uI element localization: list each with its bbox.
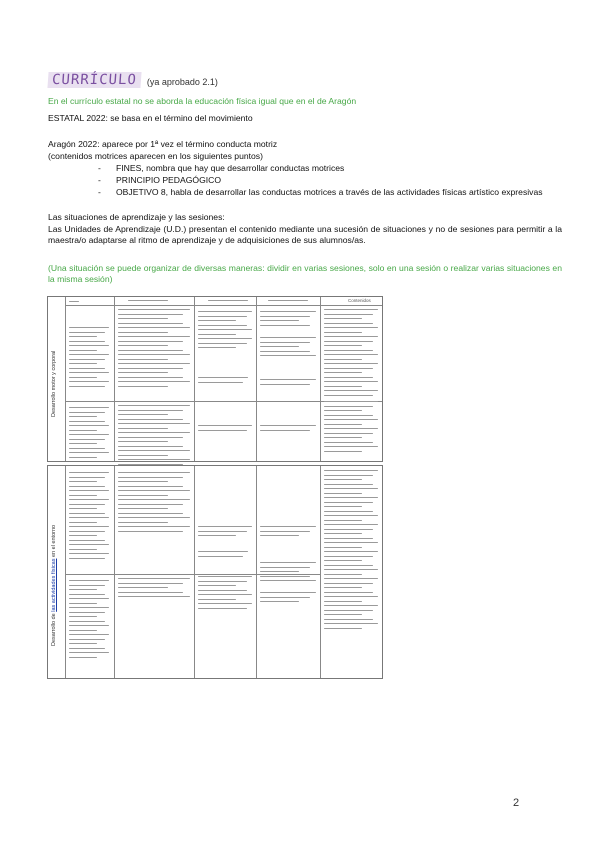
illegible-text-line [324, 390, 378, 391]
illegible-text-line [69, 345, 109, 346]
illegible-text-line [69, 332, 105, 333]
illegible-text-line [198, 425, 252, 426]
illegible-text-line [69, 448, 105, 449]
illegible-text-line [69, 439, 105, 440]
illegible-text-line [324, 345, 362, 346]
illegible-text-line [198, 343, 247, 344]
illegible-text-line [118, 419, 183, 420]
illegible-text-line [69, 327, 109, 328]
estatal-line: ESTATAL 2022: se basa en el término del movimiento [48, 113, 253, 123]
bullet-item: - OBJETIVO 8, habla de desarrollar las conductas motrices a través de las actividades físicas artístico expresivas [98, 187, 543, 197]
illegible-text-line [324, 623, 378, 624]
illegible-text-line [69, 553, 109, 554]
illegible-text-line [198, 316, 247, 317]
illegible-text-line [69, 472, 109, 473]
illegible-text-line [324, 314, 373, 315]
illegible-text-line [128, 300, 168, 301]
illegible-text-line [260, 379, 316, 380]
illegible-text-line [324, 323, 373, 324]
illegible-text-line [268, 300, 308, 301]
illegible-text-line [118, 587, 168, 588]
illegible-text-line [324, 497, 378, 498]
illegible-text-line [324, 451, 362, 452]
illegible-text-line [260, 592, 316, 593]
illegible-text-line [118, 583, 183, 584]
illegible-text-line [324, 327, 378, 328]
page-number: 2 [513, 797, 520, 809]
illegible-text-line [198, 590, 247, 591]
illegible-text-line [198, 603, 252, 604]
illegible-text-line [118, 481, 168, 482]
illegible-text-line [260, 311, 316, 312]
illegible-text-line [69, 350, 97, 351]
table1-header-contenidos: Contenidos [348, 298, 371, 303]
illegible-text-line [324, 419, 378, 420]
aragon-line-2: (contenidos motrices aparecen en los siguientes puntos) [48, 151, 263, 161]
illegible-text-line [324, 614, 362, 615]
illegible-text-line [260, 337, 316, 338]
illegible-text-line [324, 479, 362, 480]
illegible-text-line [118, 441, 168, 442]
illegible-text-line [69, 544, 109, 545]
illegible-text-line [118, 359, 168, 360]
illegible-text-line [118, 513, 183, 514]
illegible-text-line [198, 594, 252, 595]
illegible-text-line [324, 547, 362, 548]
illegible-text-line [118, 341, 183, 342]
illegible-text-line [69, 634, 109, 635]
illegible-text-line [324, 309, 378, 310]
illegible-text-line [69, 540, 105, 541]
illegible-text-line [198, 531, 247, 532]
illegible-text-line [118, 455, 168, 456]
illegible-text-line [69, 368, 105, 369]
illegible-text-line [324, 506, 362, 507]
green-intro: En el currículo estatal no se aborda la educación física igual que en el de Aragón [48, 96, 357, 106]
illegible-text-line [69, 425, 109, 426]
bullet-item: - PRINCIPIO PEDAGÓGICO [98, 175, 222, 185]
illegible-text-line [324, 524, 378, 525]
illegible-text-line [324, 410, 362, 411]
situaciones-title: Las situaciones de aprendizaje y las sesiones: [48, 212, 225, 222]
illegible-text-line [324, 442, 373, 443]
illegible-text-line [118, 345, 168, 346]
illegible-text-line [324, 475, 373, 476]
illegible-text-line [198, 347, 236, 348]
illegible-text-line [118, 309, 190, 310]
bullet-text: OBJETIVO 8, habla de desarrollar las conductas motrices a través de las actividades físicas artístico expresivas [116, 187, 543, 197]
illegible-text-line [324, 556, 373, 557]
illegible-text-line [324, 601, 362, 602]
illegible-text-line [324, 484, 373, 485]
illegible-text-line [198, 535, 236, 536]
illegible-text-line [118, 437, 183, 438]
illegible-text-line [69, 481, 97, 482]
illegible-text-line [118, 450, 190, 451]
illegible-text-line [69, 452, 109, 453]
curriculum-table-2 [47, 465, 383, 679]
illegible-text-line [324, 354, 378, 355]
illegible-text-line [69, 490, 109, 491]
illegible-text-line [324, 368, 373, 369]
illegible-text-line [69, 416, 97, 417]
heading-note: (ya aprobado 2.1) [146, 77, 218, 87]
illegible-text-line [118, 504, 183, 505]
illegible-text-line [260, 526, 316, 527]
illegible-text-line [69, 434, 109, 435]
illegible-text-line [69, 363, 97, 364]
illegible-text-line [198, 382, 243, 383]
illegible-text-line [118, 423, 190, 424]
curriculo-title: CURRÍCULO [47, 72, 141, 88]
illegible-text-line [324, 377, 373, 378]
illegible-text-line [198, 608, 247, 609]
illegible-text-line [69, 407, 109, 408]
illegible-text-line [324, 424, 362, 425]
illegible-text-line [69, 526, 109, 527]
illegible-text-line [198, 526, 252, 527]
illegible-text-line [324, 596, 378, 597]
illegible-text-line [324, 520, 362, 521]
illegible-text-line [69, 630, 97, 631]
illegible-text-line [324, 551, 378, 552]
illegible-text-line [260, 320, 299, 321]
illegible-text-line [69, 412, 105, 413]
illegible-text-line [118, 414, 168, 415]
illegible-text-line [69, 607, 109, 608]
illegible-text-line [118, 472, 190, 473]
illegible-text-line [69, 486, 105, 487]
illegible-text-line [260, 535, 299, 536]
illegible-text-line [69, 621, 105, 622]
illegible-text-line [260, 316, 310, 317]
illegible-text-line [324, 610, 373, 611]
bullet-text: FINES, nombra que hay que desarrollar conductas motrices [116, 163, 345, 173]
illegible-text-line [69, 522, 97, 523]
illegible-text-line [324, 406, 373, 407]
illegible-text-line [118, 336, 190, 337]
illegible-text-line [324, 433, 373, 434]
illegible-text-line [260, 355, 316, 356]
illegible-text-line [69, 657, 97, 658]
illegible-text-line [324, 578, 378, 579]
table2-row-label: Desarrollo de las actividades físicas en el entorno [51, 524, 57, 646]
illegible-text-line [118, 486, 183, 487]
illegible-text-line [69, 495, 97, 496]
illegible-text-line [324, 605, 378, 606]
illegible-text-line [69, 508, 97, 509]
illegible-text-line [118, 386, 168, 387]
illegible-text-line [118, 592, 183, 593]
illegible-text-line [118, 490, 190, 491]
illegible-text-line [118, 363, 190, 364]
illegible-text-line [118, 318, 168, 319]
illegible-text-line [198, 329, 252, 330]
illegible-text-line [324, 415, 373, 416]
illegible-text-line [324, 560, 362, 561]
illegible-text-line [69, 341, 105, 342]
green-paragraph: (Una situación se puede organizar de diversas maneras: dividir en varias sesiones, solo en una sesión o realizar varias situaciones en la misma sesión) [48, 263, 562, 284]
illegible-text-line [69, 457, 97, 458]
illegible-text-line [69, 585, 105, 586]
illegible-text-line [324, 446, 378, 447]
illegible-text-line [324, 332, 362, 333]
illegible-text-line [260, 567, 310, 568]
illegible-text-line [69, 504, 105, 505]
illegible-text-line [118, 377, 183, 378]
illegible-text-line [260, 576, 310, 577]
illegible-text-line [198, 599, 236, 600]
illegible-text-line [324, 341, 373, 342]
illegible-text-line [324, 428, 378, 429]
illegible-text-line [69, 535, 97, 536]
table1-row-label: Desarrollo motor y corporal [51, 350, 57, 417]
bullet-item: - FINES, nombra que hay que desarrollar conductas motrices [98, 163, 345, 173]
illegible-text-line [69, 648, 105, 649]
illegible-text-line [118, 381, 190, 382]
illegible-text-line [118, 517, 190, 518]
illegible-text-line [69, 616, 97, 617]
illegible-text-line [260, 351, 310, 352]
illegible-text-line [118, 495, 168, 496]
illegible-text-line [118, 372, 168, 373]
illegible-text-line [260, 325, 310, 326]
illegible-text-line [260, 425, 316, 426]
illegible-text-line [324, 511, 373, 512]
illegible-text-line [324, 372, 362, 373]
illegible-text-line [69, 598, 109, 599]
illegible-text-line [324, 529, 373, 530]
illegible-text-line [69, 612, 105, 613]
illegible-text-line [324, 583, 373, 584]
illegible-text-line [69, 549, 97, 550]
illegible-text-line [198, 334, 236, 335]
illegible-text-line [198, 556, 243, 557]
illegible-text-line [260, 531, 310, 532]
illegible-text-line [198, 311, 252, 312]
aragon-line-1: Aragón 2022: aparece por 1ª vez el término conducta motriz [48, 139, 278, 149]
illegible-text-line [118, 499, 190, 500]
illegible-text-line [198, 320, 236, 321]
illegible-text-line [69, 499, 109, 500]
illegible-text-line [198, 325, 247, 326]
illegible-text-line [118, 432, 190, 433]
illegible-text-line [69, 359, 105, 360]
illegible-text-line [69, 301, 79, 302]
illegible-text-line [260, 571, 299, 572]
illegible-text-line [324, 542, 378, 543]
illegible-text-line [324, 336, 378, 337]
illegible-text-line [260, 580, 316, 581]
illegible-text-line [324, 318, 362, 319]
illegible-text-line [324, 574, 362, 575]
illegible-text-line [324, 538, 373, 539]
illegible-text-line [69, 603, 97, 604]
illegible-text-line [118, 446, 183, 447]
illegible-text-line [69, 430, 97, 431]
illegible-text-line [324, 592, 373, 593]
illegible-text-line [69, 386, 105, 387]
illegible-text-line [324, 587, 362, 588]
illegible-text-line [69, 531, 105, 532]
illegible-text-line [118, 332, 168, 333]
illegible-text-line [69, 652, 109, 653]
illegible-text-line [324, 363, 378, 364]
illegible-text-line [198, 576, 252, 577]
illegible-text-line [260, 562, 316, 563]
illegible-text-line [260, 597, 310, 598]
illegible-text-line [118, 410, 183, 411]
illegible-text-line [118, 368, 183, 369]
illegible-text-line [118, 350, 183, 351]
illegible-text-line [324, 401, 378, 402]
illegible-text-line [324, 533, 362, 534]
illegible-text-line [69, 336, 97, 337]
illegible-text-line [198, 585, 236, 586]
illegible-text-line [324, 619, 373, 620]
illegible-text-line [69, 558, 105, 559]
illegible-text-line [118, 459, 190, 460]
illegible-text-line [118, 327, 190, 328]
illegible-text-line [198, 551, 248, 552]
illegible-text-line [69, 377, 97, 378]
illegible-text-line [69, 372, 109, 373]
illegible-text-line [260, 342, 310, 343]
illegible-text-line [324, 470, 378, 471]
illegible-text-line [69, 513, 105, 514]
illegible-text-line [324, 488, 378, 489]
illegible-text-line [69, 477, 105, 478]
illegible-text-line [118, 522, 168, 523]
illegible-text-line [69, 381, 109, 382]
illegible-text-line [118, 526, 190, 527]
illegible-text-line [118, 405, 190, 406]
illegible-text-line [324, 502, 373, 503]
bullet-text: PRINCIPIO PEDAGÓGICO [116, 175, 222, 185]
illegible-text-line [69, 589, 97, 590]
illegible-text-line [69, 594, 105, 595]
illegible-text-line [324, 565, 373, 566]
illegible-text-line [324, 381, 378, 382]
curriculum-table-1 [47, 296, 383, 462]
illegible-text-line [260, 430, 310, 431]
illegible-text-line [324, 386, 362, 387]
illegible-text-line [324, 359, 362, 360]
illegible-text-line [69, 517, 109, 518]
illegible-text-line [69, 639, 105, 640]
illegible-text-line [118, 596, 190, 597]
illegible-text-line [118, 354, 190, 355]
illegible-text-line [198, 581, 247, 582]
illegible-text-line [324, 350, 373, 351]
illegible-text-line [69, 354, 109, 355]
illegible-text-line [324, 437, 362, 438]
heading [48, 72, 218, 88]
illegible-text-line [198, 377, 248, 378]
illegible-text-line [324, 395, 373, 396]
illegible-text-line [260, 346, 299, 347]
illegible-text-line [69, 421, 105, 422]
illegible-text-line [118, 314, 183, 315]
illegible-text-line [69, 625, 109, 626]
illegible-text-line [198, 430, 247, 431]
illegible-text-line [260, 384, 310, 385]
illegible-text-line [324, 628, 362, 629]
illegible-text-line [118, 477, 183, 478]
illegible-text-line [324, 493, 362, 494]
illegible-text-line [198, 338, 252, 339]
situaciones-text: Las Unidades de Aprendizaje (U.D.) presentan el contenido mediante una sucesión de situaciones y no de sesiones para permitir a la maestra/o adaptarse al ritmo de aprendizaje y de adquisiciones de sus alumnos/as. [48, 224, 562, 245]
illegible-text-line [260, 601, 299, 602]
illegible-text-line [324, 569, 378, 570]
illegible-text-line [69, 580, 109, 581]
illegible-text-line [69, 643, 97, 644]
illegible-text-line [324, 515, 378, 516]
illegible-text-line [118, 531, 183, 532]
illegible-text-line [118, 578, 190, 579]
illegible-text-line [118, 323, 183, 324]
illegible-text-line [69, 443, 97, 444]
illegible-text-line [208, 300, 248, 301]
illegible-text-line [118, 508, 168, 509]
illegible-text-line [118, 428, 168, 429]
